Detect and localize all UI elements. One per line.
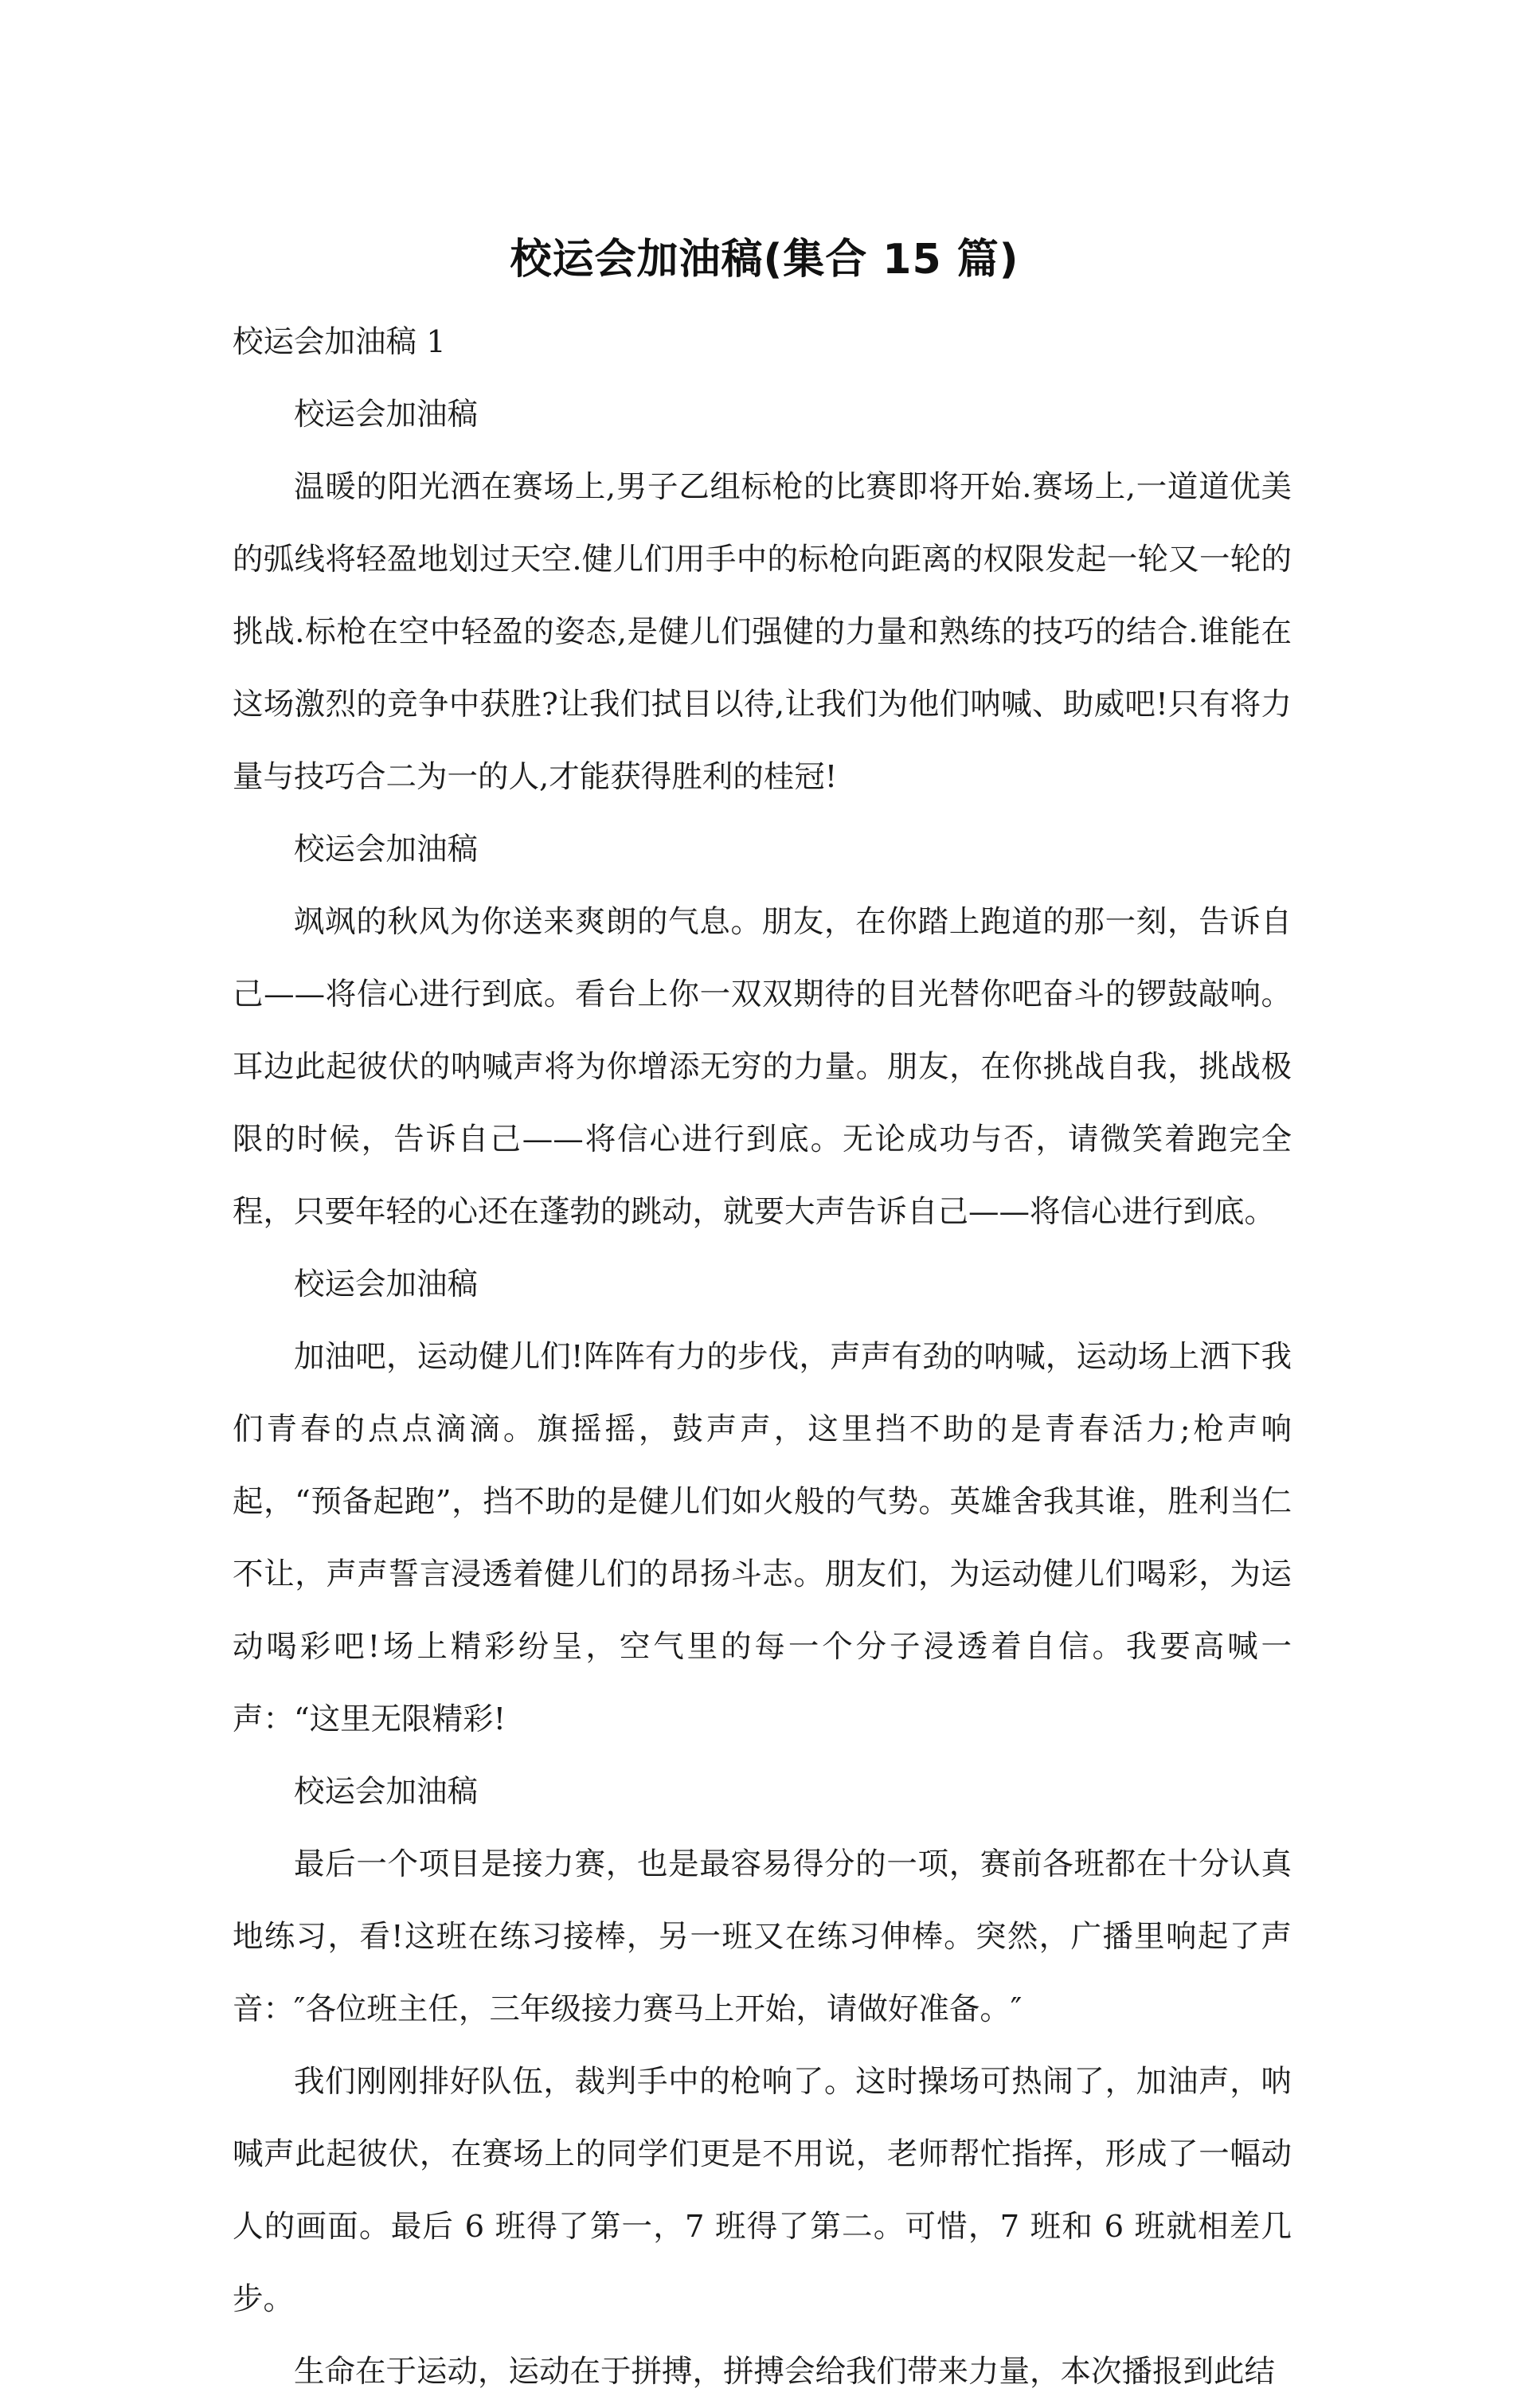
section-heading: 校运会加油稿 1: [233, 324, 446, 360]
paragraph: 温暖的阳光洒在赛场上,男子乙组标枪的比赛即将开始.赛场上,一道道优美的弧线将轻盈地划过天空.健儿们用手中的标枪向距离的权限发起一轮又一轮的挑战.标枪在空中轻盈的姿态,是健儿们强健的力量和熟练的技巧的结合.谁能在这场激烈的竞争中获胜?让我们拭目以待,让我们为他们呐喊、助威吧!只有将力量与技巧合二为一的人,才能获得胜利的桂冠!: [233, 469, 1292, 795]
paragraph: 我们刚刚排好队伍，裁判手中的枪响了。这时操场可热闹了，加油声，呐喊声此起彼伏，在赛场上的同学们更是不用说，老师帮忙指挥，形成了一幅动人的画面。最后 6 班得了第一，7 班得了第二。可惜，7 班和 6 班就相差几步。: [233, 2064, 1292, 2317]
article-heading: 校运会加油稿: [294, 1267, 479, 1302]
paragraph: 生命在于运动，运动在于拼搏，拼搏会给我们带来力量，本次播报到此结: [294, 2354, 1276, 2390]
paragraph: 飒飒的秋风为你送来爽朗的气息。朋友，在你踏上跑道的那一刻，告诉自己——将信心进行到底。看台上你一双双期待的目光替你吧奋斗的锣鼓敲响。耳边此起彼伏的呐喊声将为你增添无穷的力量。朋友，在你挑战自我，挑战极限的时候，告诉自己——将信心进行到底。无论成功与否，请微笑着跑完全程，只要年轻的心还在蓬勃的跳动，就要大声告诉自己——将信心进行到底。: [233, 904, 1292, 1230]
article-heading: 校运会加油稿: [294, 1774, 479, 1810]
document-title: 校运会加油稿(集合 15 篇): [510, 236, 1019, 284]
paragraph: 最后一个项目是接力赛，也是最容易得分的一项，赛前各班都在十分认真地练习，看!这班在练习接棒，另一班又在练习伸棒。突然，广播里响起了声音：″各位班主任，三年级接力赛马上开始，请做好准备。″: [233, 1846, 1292, 2027]
article-heading: 校运会加油稿: [294, 832, 479, 867]
article-heading: 校运会加油稿: [294, 397, 479, 433]
paragraph: 加油吧，运动健儿们!阵阵有力的步伐，声声有劲的呐喊，运动场上洒下我们青春的点点滴滴。旗摇摇，鼓声声，这里挡不助的是青春活力;枪声响起，“预备起跑”，挡不助的是健儿们如火般的气势。英雄舍我其谁，胜利当仁不让，声声誓言浸透着健儿们的昂扬斗志。朋友们，为运动健儿们喝彩，为运动喝彩吧!场上精彩纷呈，空气里的每一个分子浸透着自信。我要高喊一声：“这里无限精彩!: [233, 1339, 1292, 1737]
document-body: [233, 306, 1292, 2408]
